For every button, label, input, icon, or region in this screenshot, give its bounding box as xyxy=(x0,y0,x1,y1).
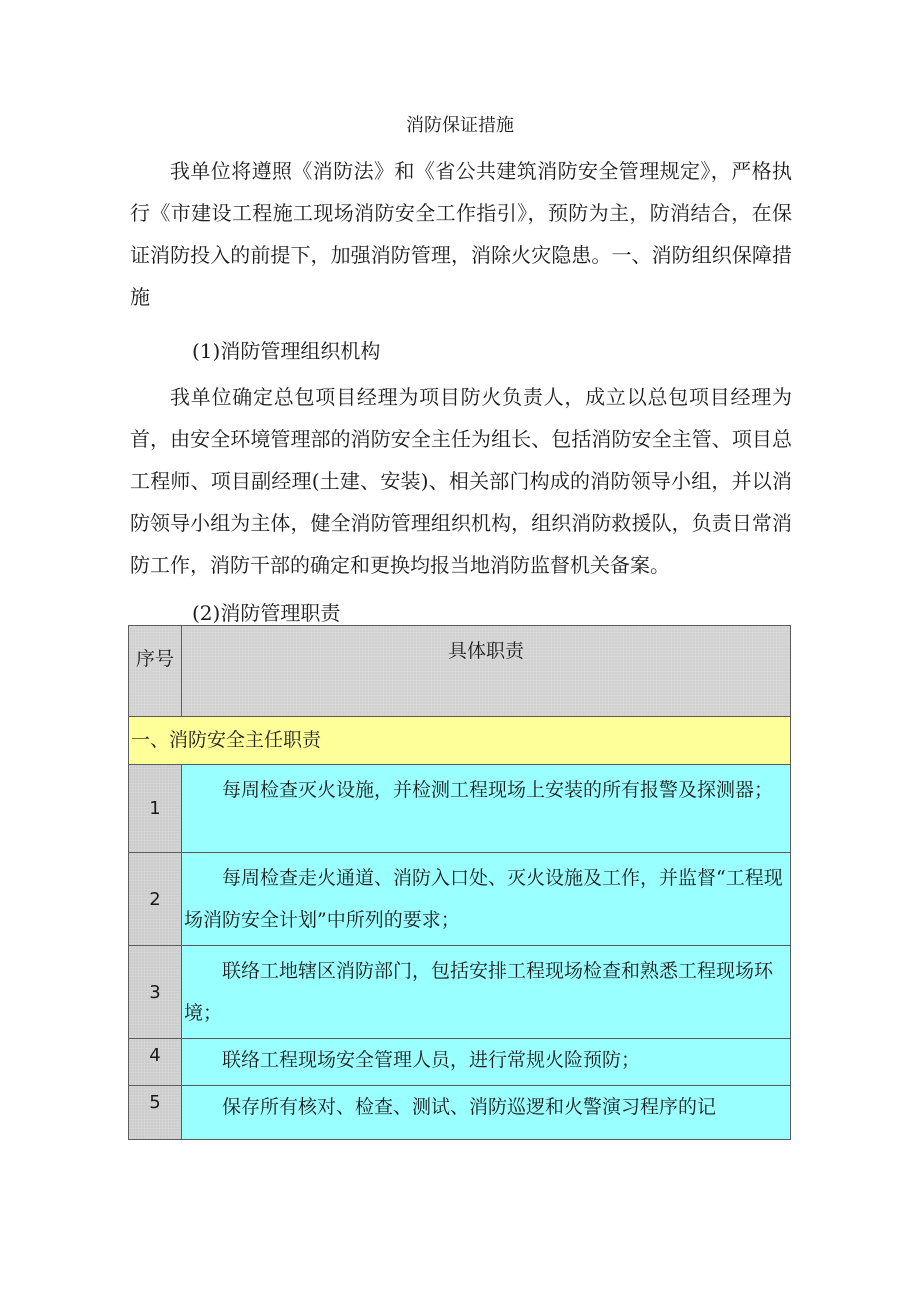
row-duty-text: 联络工程现场安全管理人员，进行常规火险预防； xyxy=(182,1039,791,1086)
table-row xyxy=(129,765,791,853)
row-duty-text: 保存所有核对、检查、测试、消防巡逻和火警演习程序的记 xyxy=(182,1086,791,1140)
row-duty-text: 每周检查走火通道、消防入口处、灭火设施及工作，并监督“工程现场消防安全计划”中所列的要求； xyxy=(182,853,791,946)
duties-table xyxy=(128,625,791,1140)
table-row xyxy=(129,1086,791,1140)
intro-paragraph: 我单位将遵照《消防法》和《省公共建筑消防安全管理规定》，严格执行《市建设工程施工现场消防安全工作指引》，预防为主，防消结合，在保证消防投入的前提下，加强消防管理，消除火灾隐患。一、消防组织保障措施 xyxy=(130,159,792,309)
section-1-body: 我单位确定总包项目经理为项目防火负责人，成立以总包项目经理为首，由安全环境管理部的消防安全主任为组长、包括消防安全主管、项目总工程师、项目副经理(土建、安装)、相关部门构成的消防领导小组，并以消防领导小组为主体，健全消防管理组织机构，组织消防救援队，负责日常消防工作，消防干部的确定和更换均报当地消防监督机关备案。 xyxy=(130,385,792,577)
row-number: 1 xyxy=(129,765,182,853)
table-row xyxy=(129,946,791,1039)
table-section-row xyxy=(129,717,791,765)
header-duty: 具体职责 xyxy=(182,626,791,717)
table-row xyxy=(129,1039,791,1086)
row-number: 3 xyxy=(129,946,182,1039)
header-number: 序号 xyxy=(129,626,182,717)
row-duty-text: 每周检查灭火设施，并检测工程现场上安装的所有报警及探测器； xyxy=(182,765,791,853)
section-1-heading: (1)消防管理组织机构 xyxy=(192,339,381,363)
row-number: 5 xyxy=(129,1086,182,1140)
section-title-cell: 一、消防安全主任职责 xyxy=(129,717,791,765)
row-duty-text: 联络工地辖区消防部门，包括安排工程现场检查和熟悉工程现场环境； xyxy=(182,946,791,1039)
page-title: 消防保证措施 xyxy=(406,115,514,136)
row-number: 4 xyxy=(129,1039,182,1086)
section-2-heading: (2)消防管理职责 xyxy=(192,601,341,625)
table-row xyxy=(129,853,791,946)
row-number: 2 xyxy=(129,853,182,946)
table-header-row xyxy=(129,626,791,717)
